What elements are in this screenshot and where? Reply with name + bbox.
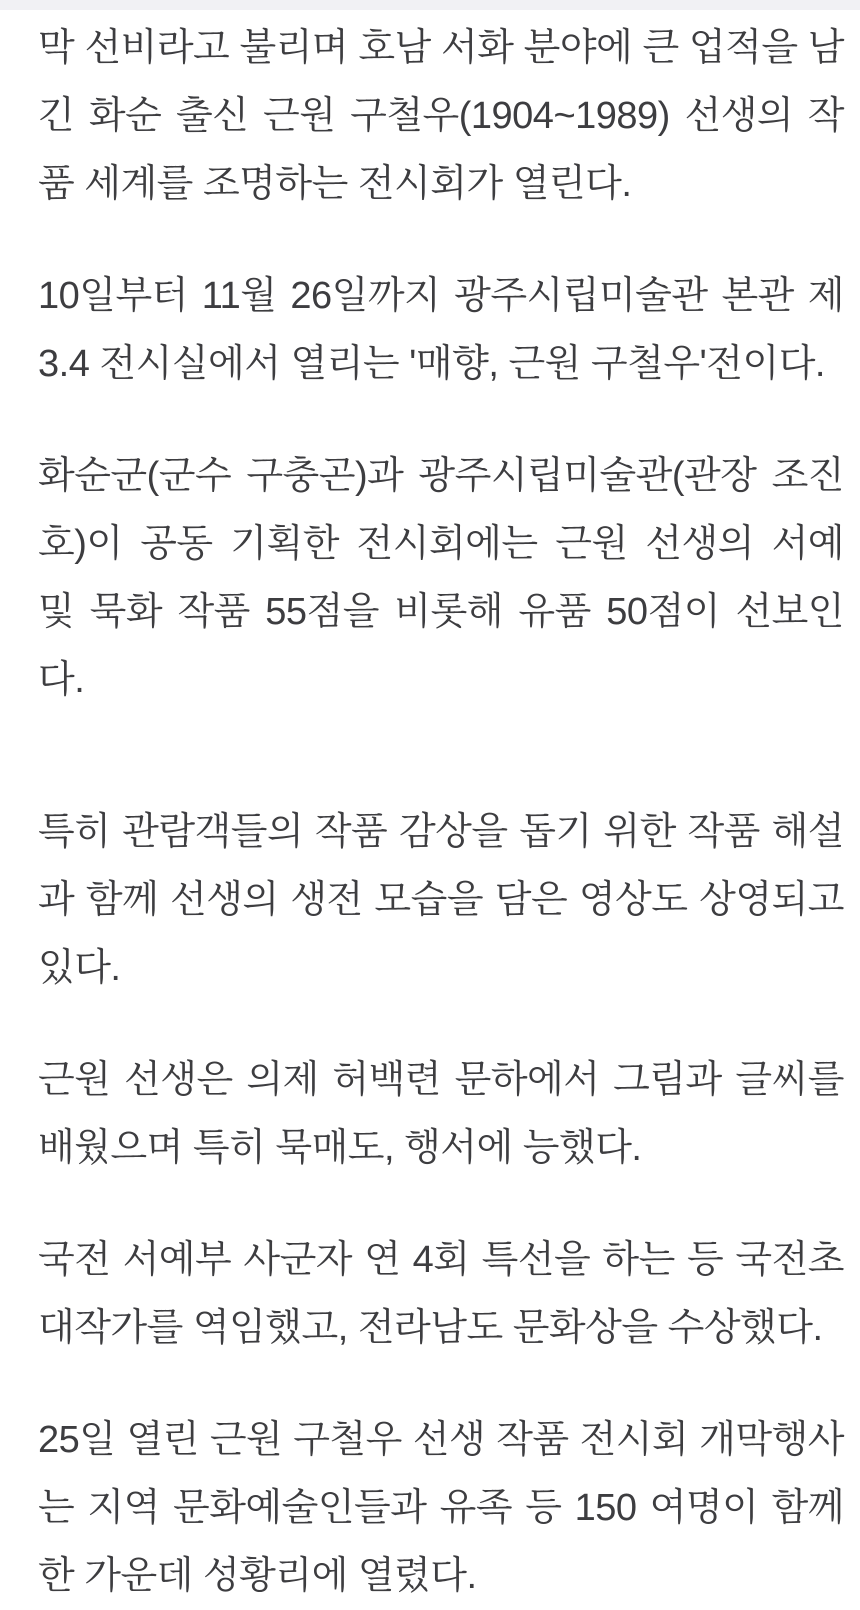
top-edge-divider [0,0,860,10]
article-paragraph-4: 특히 관람객들의 작품 감상을 돕기 위한 작품 해설과 함께 선생의 생전 모습을 담은 영상도 상영되고 있다. [38,811,844,989]
article-paragraph-1: 막 선비라고 불리며 호남 서화 분야에 큰 업적을 남긴 화순 출신 근원 구철우(1904~1989) 선생의 작품 세계를 조명하는 전시회가 열린다. [38,27,844,205]
article-paragraph-7: 25일 열린 근원 구철우 선생 작품 전시회 개막행사는 지역 문화예술인들과 유족 등 150 여명이 함께한 가운데 성황리에 열렸다. [38,1419,844,1597]
article-paragraph-2: 10일부터 11월 26일까지 광주시립미술관 본관 제3.4 전시실에서 열리는 '매향, 근원 구철우'전이다. [38,275,844,385]
article-paragraph-6: 국전 서예부 사군자 연 4회 특선을 하는 등 국전초대작가를 역임했고, 전라남도 문화상을 수상했다. [38,1239,844,1349]
article-body [0,10,860,1610]
article-paragraph-5: 근원 선생은 의제 허백련 문하에서 그림과 글씨를 배웠으며 특히 묵매도, 행서에 능했다. [38,1059,844,1169]
article-paragraph-3: 화순군(군수 구충곤)과 광주시립미술관(관장 조진호)이 공동 기획한 전시회에는 근원 선생의 서예 및 묵화 작품 55점을 비롯해 유품 50점이 선보인다. [38,455,844,701]
